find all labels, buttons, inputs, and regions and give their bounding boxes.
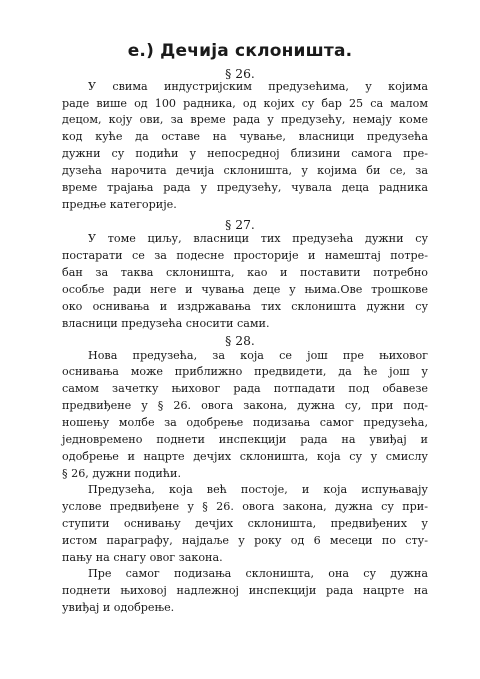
text-line: услове предвиђене у § 26. овога закона, дужна су при- [62, 500, 428, 514]
text-line: дужни су подићи у непосредној близини самога пре- [62, 147, 428, 161]
paragraph-28-1 [62, 348, 428, 483]
text-line: оснивања може приближно предвидети, да ће још у [62, 365, 428, 379]
text-line: ступити оснивању дечјих склоништа, предвиђених у [62, 517, 428, 531]
text-line: време трајања рада у предузећу, чувала деца радника [62, 180, 428, 194]
text-line: дузећа нарочита дечија склоништа, у којима би се, за [62, 164, 428, 178]
text-line: увиђај и одобрење. [62, 601, 175, 615]
text-line: Пре самог подизања склоништа, она су дужна [88, 567, 428, 581]
text-line: У свима индустријским предузећима, у којима [88, 79, 428, 93]
text-line: раде више од 100 радника, од којих су бар 25 са малом [62, 96, 428, 110]
text-line: постарати се за подесне просторије и намештај потре- [62, 249, 428, 263]
text-line: Нова предузећа, за која се још пре њиховог [88, 348, 428, 362]
paragraph-28-2 [62, 482, 428, 566]
text-line: особље ради неге и чувања деце у њима.Ове трошкове [62, 282, 428, 296]
text-line: децом, коју ови, за време рада у предузећу, немају коме [62, 113, 428, 127]
text-line: код куће да оставе на чување, власници предузећа [62, 130, 428, 144]
text-line: предње категорије. [62, 197, 177, 211]
section-mark-26: § 26. [225, 67, 255, 82]
text-line: бан за таква склоништа, као и поставити потребно [62, 266, 428, 280]
text-line: око оснивања и издржавања тих склоништа дужни су [62, 299, 428, 313]
text-line: самом зачетку њиховог рада потпадати под обавезе [62, 382, 428, 396]
chapter-title: е.) Дечија склоништа. [127, 41, 353, 61]
text-line: једновремено поднети инспекцији рада на увиђај и [62, 432, 428, 446]
paragraph-26-1 [62, 79, 428, 214]
text-line: предвиђене у § 26. овога закона, дужна су, при под- [62, 399, 428, 413]
text-line: Предузећа, која већ постоје, и која испуњавају [88, 483, 428, 497]
text-line: власници предузећа сносити сами. [62, 316, 270, 330]
text-line: одобрење и нацрте дечјих склоништа, која су у смислу [62, 449, 428, 463]
text-line: поднети њиховој надлежној инспекцији рада нацрте на [62, 584, 428, 598]
paragraph-28-3 [62, 566, 428, 617]
text-line: У томе циљу, власници тих предузећа дужни су [88, 232, 428, 246]
text-line: § 26, дужни подићи. [62, 466, 181, 480]
section-mark-28: § 28. [225, 333, 255, 348]
section-mark-27: § 27. [225, 218, 255, 233]
text-line: истом параграфу, најдаље у року од 6 месеци по сту- [62, 533, 428, 547]
text-line: ношењу молбе за одобрење подизања самог предузећа, [62, 416, 428, 430]
text-line: пању на снагу овог закона. [62, 550, 223, 564]
paragraph-27-1 [62, 231, 428, 332]
